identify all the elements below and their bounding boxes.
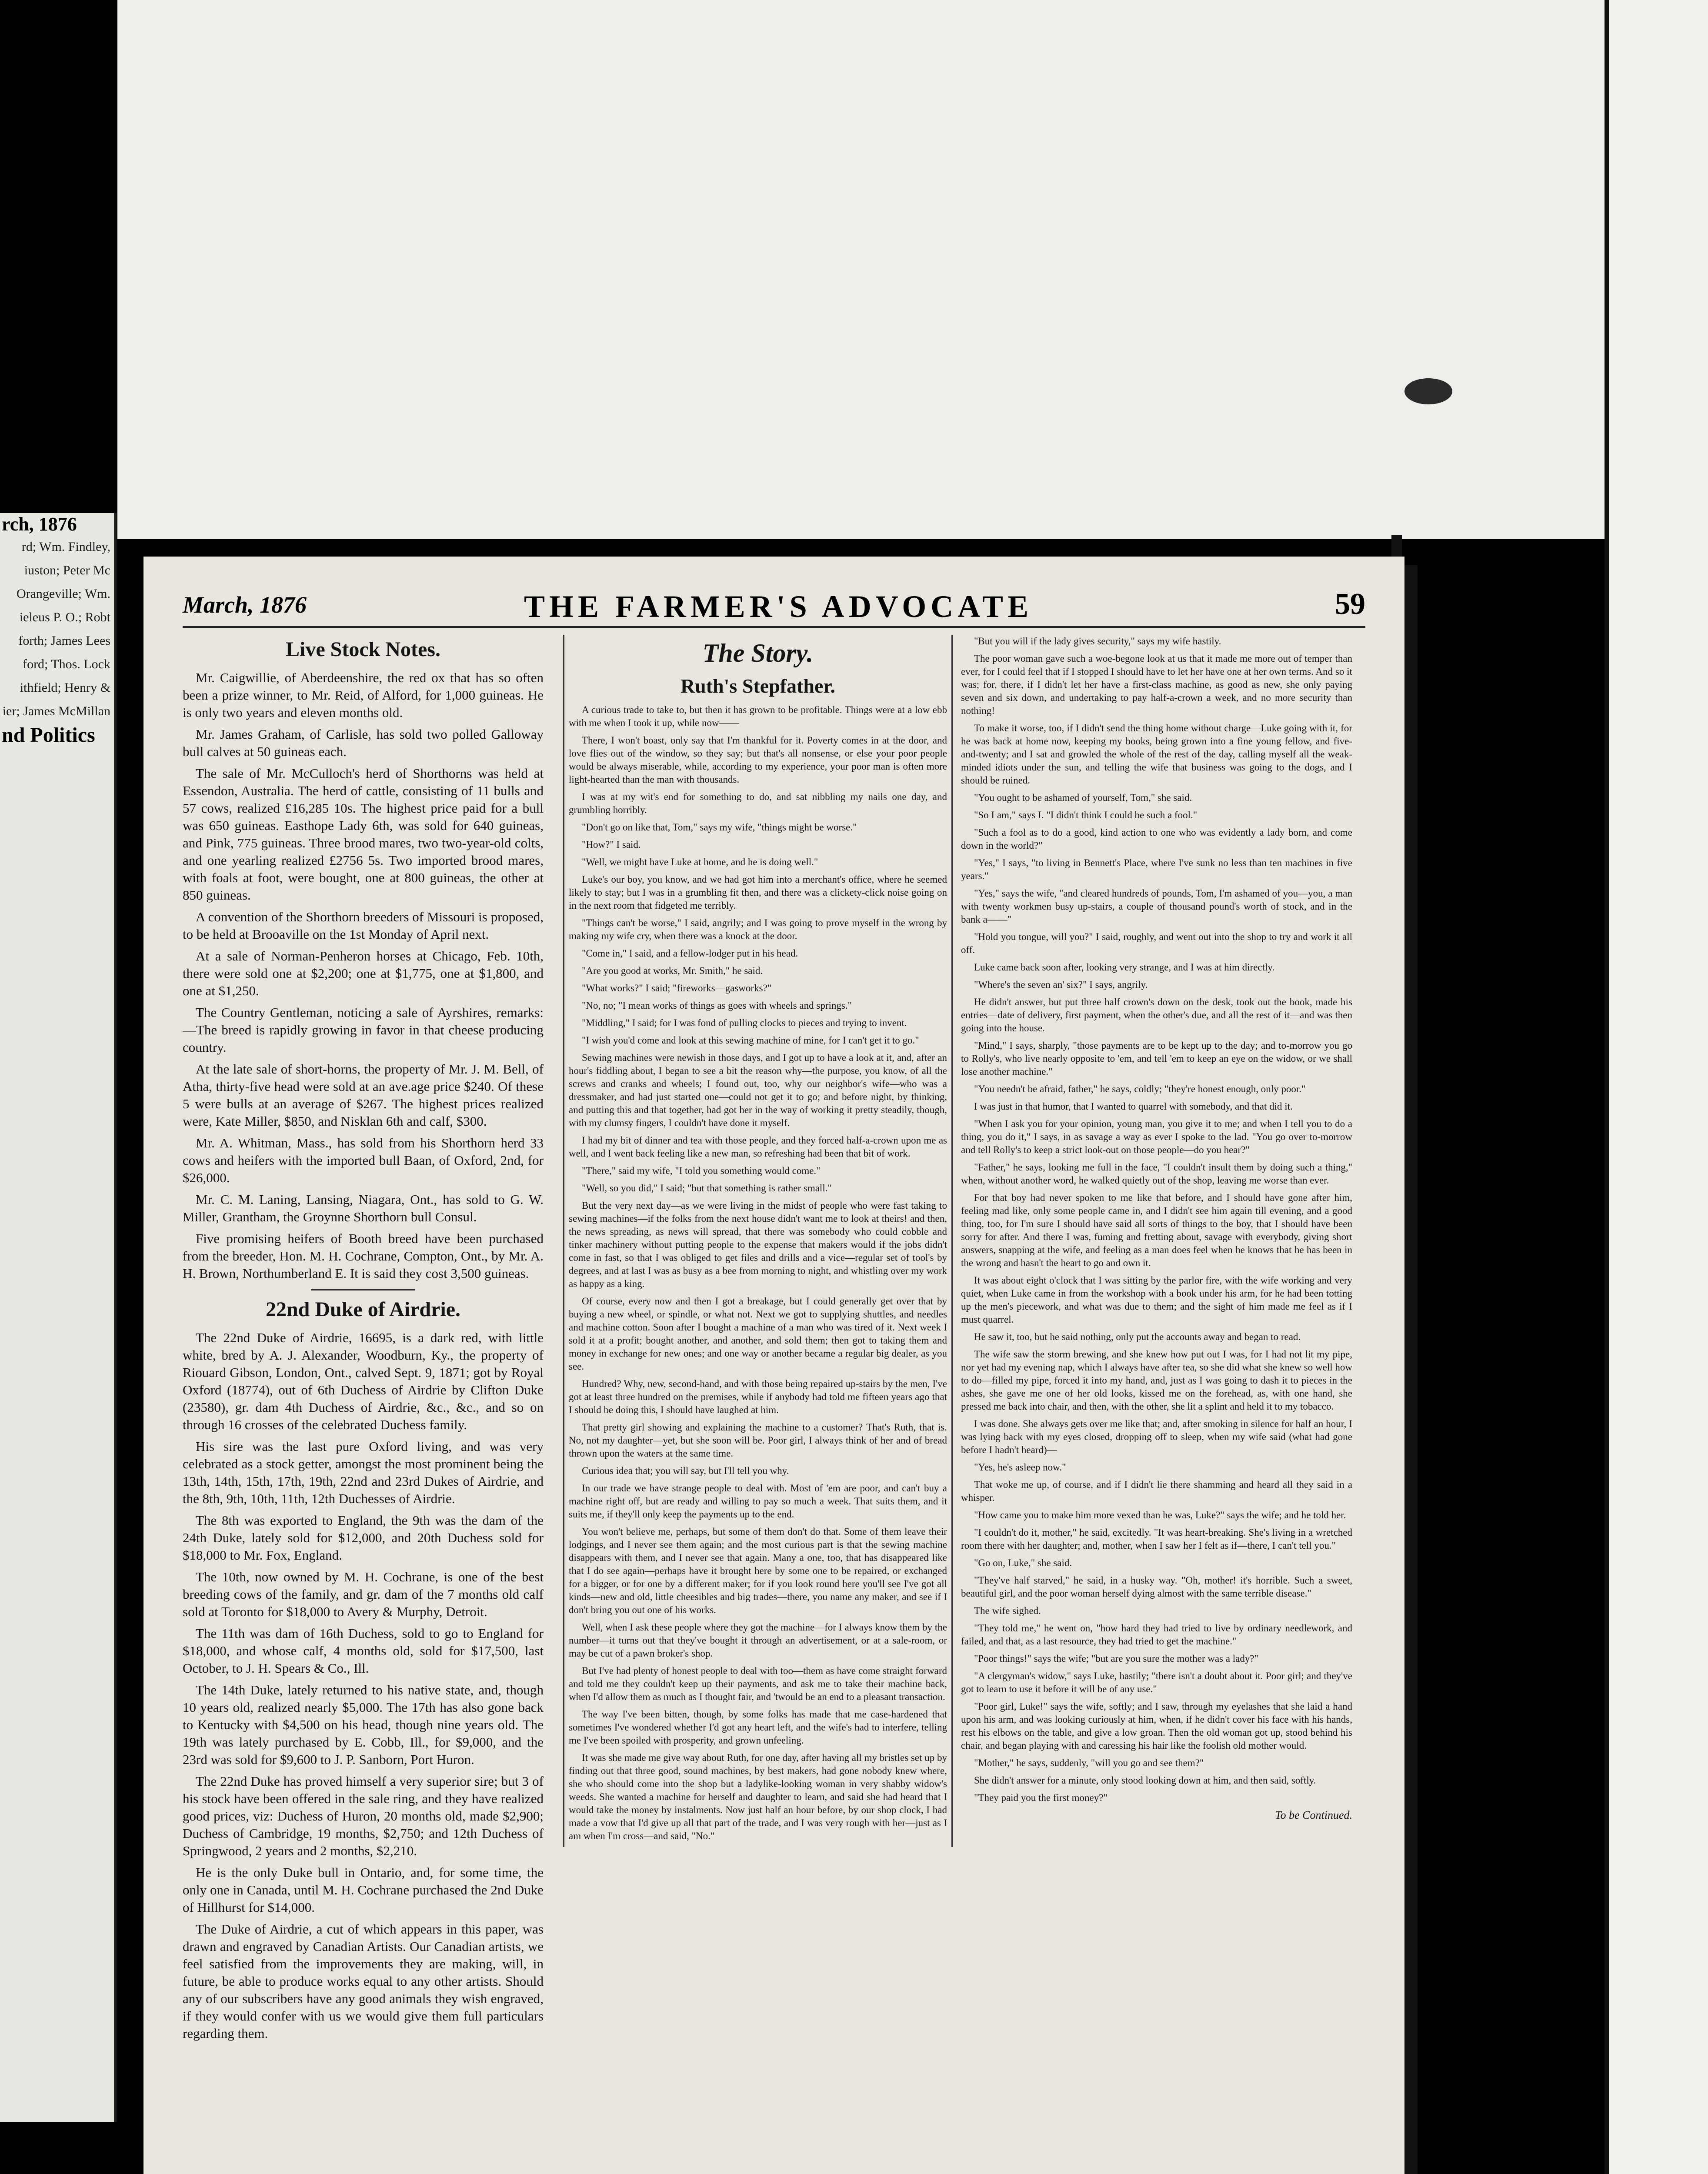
story-paragraph: A curious trade to take to, but then it has grown to be profitable. Things were at a low ebb with me when I took it up, while now—— bbox=[569, 704, 947, 728]
story-paragraph: "Come in," I said, and a fellow-lodger put in his head. bbox=[582, 948, 798, 959]
story-paragraph: But the very next day—as we were living in the midst of people who were fast taking to sewing machines—if the folks from the next house didn't want me to look at theirs! and then, the news spreading, as news will spread, that there was somebody who could cobble and tinker machinery without putting people to the expense that makers would if the jobs didn't come in fast, so that I was obliged to get files and drills and a vice—regular set of tool's by degrees, and at last I was as busy as a bee from morning to night, and whistling over my work as happy as a king. bbox=[569, 1200, 947, 1289]
story-paragraph: That woke me up, of course, and if I didn't lie there shamming and heard all they said in a whisper. bbox=[961, 1479, 1352, 1503]
story-paragraph: In our trade we have strange people to deal with. Most of 'em are poor, and can't buy a machine right off, but are ready and willing to pay so much a week. That suits them, and it suits me, if they'll only keep the payments up to the end. bbox=[569, 1483, 947, 1520]
publication-title: THE FARMER'S ADVOCATE bbox=[524, 589, 1033, 624]
story-title: Ruth's Stepfather. bbox=[680, 675, 836, 697]
story-paragraph: I was done. She always gets over me like that; and, after smoking in silence for half an hour, I was lying back with my eyes closed, dropping off to sleep, when my wife said (what had gone before I hadn't heard)— bbox=[961, 1418, 1352, 1455]
left-page-line: forth; James Lees bbox=[18, 634, 110, 648]
story-paragraph: "Poor girl, Luke!" says the wife, softly; and I saw, through my eyelashes that she laid a hand upon his arm, and was looking curiously at him, when, if he didn't cover his face with his hands, rest his elbows on the table, and give a low groan. Then the old woman got up, stood behind his chair, and began playing with and caressing his hair like the foolish old mother would. bbox=[961, 1701, 1352, 1751]
divider bbox=[311, 1289, 415, 1290]
left-page-line: Orangeville; Wm. bbox=[16, 587, 110, 601]
story-paragraph: "Where's the seven an' six?" I says, angrily. bbox=[974, 979, 1148, 990]
story-paragraph: Of course, every now and then I got a breakage, but I could generally get over that by buying a new wheel, or spindle, or what not. Next we got to supplying shuttles, and needles and machine cotton. Soon after I bought a machine of a man who was tired of it. Next week I sold it at a profit; bought another, and another, and sold them; then got to taking them and money in exchange for new ones; and one way or another became a regular big dealer, as you see. bbox=[569, 1296, 947, 1372]
duke-paragraph: He is the only Duke bull in Ontario, and, for some time, the only one in Canada, until M. H. Cochrane purchased the 2nd Duke of Hillhurst for $14,000. bbox=[183, 1865, 544, 1915]
story-paragraph: Luke's our boy, you know, and we had got him into a merchant's office, where he seemed likely to stay; but I was in a grumbling fit then, and there was a clickety-click noise going on in the next room that fidgeted me terribly. bbox=[569, 874, 947, 911]
blank-sheet-top bbox=[117, 0, 1622, 539]
story-paragraph: Sewing machines were newish in those days, and I got up to have a look at it, and, after an hour's fiddling about, I began to see a bit the reason why—the purpose, you know, of all the screws and cranks and wheels; I found out, too, why our neighbor's wife—who was a dressmaker, and had just started one—could not get it to go; and before night, by thinking, and putting this and that together, had got her in the way of working it pretty steadily, though, with my clumsy fingers, I couldn't have done it myself. bbox=[569, 1052, 947, 1128]
to-be-continued: To be Continued. bbox=[1275, 1809, 1352, 1821]
story-paragraph: Hundred? Why, new, second-hand, and with those being repaired up-stairs by the men, I've got at least three hundred on the premises, while if anybody had told me fifteen years ago that I should be doing this, I should have laughed at him. bbox=[569, 1378, 947, 1415]
duke-paragraph: The 14th Duke, lately returned to his native state, and, though 10 years old, realized nearly $5,000. The 17th has also gone back to Kentucky with $4,500 on his head, though nine years old. The 19th was lately purchased by E. Cobb, Ill., for $9,000, and the 23rd was sold for $9,600 to J. P. Sanborn, Port Huron. bbox=[183, 1682, 544, 1767]
story-paragraph: Luke came back soon after, looking very strange, and I was at him directly. bbox=[974, 962, 1275, 973]
left-page-line: ithfield; Henry & bbox=[20, 680, 110, 695]
story-paragraph: You won't believe me, perhaps, but some of them don't do that. Some of them leave their lodgings, and I never see them again; and the most curious part is that the sewing machine disappears with them, and I never see that again. Many a one, too, that has disappeared like that I do see again—perhaps have it brought here by some one to be repaired, or exchanged for a bigger, or for one by a different maker; for if you look round here you'll see I've got all kinds—new and old, little cheesibles and big trades—there, you name any maker, and see if I don't bring you out one of his works. bbox=[569, 1526, 947, 1615]
story-section-head: The Story. bbox=[702, 639, 814, 667]
duke-paragraphs bbox=[183, 1329, 544, 2042]
column-story bbox=[563, 635, 953, 1847]
story-paragraph: "Yes, he's asleep now." bbox=[974, 1462, 1066, 1473]
story-paragraph: "There," said my wife, "I told you something would come." bbox=[582, 1165, 821, 1176]
story-paragraph: I was at my wit's end for something to do, and sat nibbling my nails one day, and grumbling horribly. bbox=[569, 791, 947, 815]
story-paragraph: "How came you to make him more vexed than he was, Luke?" says the wife; and he told her. bbox=[974, 1510, 1346, 1520]
story-paragraph: "Don't go on like that, Tom," says my wife, "things might be worse." bbox=[582, 822, 857, 833]
story-paragraph: But I've had plenty of honest people to deal with too—them as have come straight forward and told me they couldn't keep up their payments, and ask me to take their machine back, when I'd allow them as much as I thought fair, and 'twould be an end to a pleasant transaction. bbox=[569, 1665, 947, 1702]
live-stock-paragraph: Five promising heifers of Booth breed have been purchased from the breeder, Hon. M. H. Cochrane, Compton, Ont., by Mr. A. H. Brown, Northumberland E. It is said they cost 3,500 guineas. bbox=[183, 1231, 544, 1281]
issue-date: March, 1876 bbox=[183, 592, 307, 618]
story-paragraph: "They paid you the first money?" bbox=[974, 1792, 1108, 1803]
story-paragraph: "Poor things!" says the wife; "but are you sure the mother was a lady?" bbox=[974, 1653, 1258, 1664]
story-paragraph: "Mind," I says, sharply, "those payments are to be kept up to the day; and to-morrow you go to Rolly's, who live nearly opposite to 'em, and tell 'em to keep an eye on the widow, or we shall lose another machine." bbox=[961, 1040, 1352, 1077]
story-paragraph: There, I won't boast, only say that I'm thankful for it. Poverty comes in at the door, and love flies out of the window, so they say; but that's all nonsense, or else your poor people would be always miserable, while, according to my experience, your poor man is often more light-hearted than the man with thousands. bbox=[569, 735, 947, 785]
live-stock-paragraph: A convention of the Shorthorn breeders of Missouri is proposed, to be held at Brooaville on the 1st Monday of April next. bbox=[183, 909, 544, 942]
newspaper-page bbox=[143, 557, 1404, 2174]
story-paragraph: "I wish you'd come and look at this sewing machine of mine, for I can't get it to go." bbox=[582, 1035, 919, 1046]
duke-title: 22nd Duke of Airdrie. bbox=[265, 1298, 461, 1321]
story-paragraph: "I couldn't do it, mother," he said, excitedly. "It was heart-breaking. She's living in a wretched room there with her daughter; and, mother, when I saw her I felt as if—there, I can't tell you." bbox=[961, 1527, 1352, 1551]
story-paragraph: "Such a fool as to do a good, kind action to one who was evidently a lady born, and come down in the world?" bbox=[961, 827, 1352, 851]
story-paragraph: "You ought to be ashamed of yourself, Tom," she said. bbox=[974, 792, 1192, 803]
story-paragraph: The wife sighed. bbox=[974, 1605, 1041, 1616]
story-paragraph: "When I ask you for your opinion, young man, you give it to me; and when I tell you to do a thing, you do it," I says, in as savage a way as ever I spoke to the lad. "You go over to-morrow and tell Rolly's to keep a strict look-out on those people—do you hear?" bbox=[961, 1118, 1352, 1155]
story-paragraph: That pretty girl showing and explaining the machine to a customer? That's Ruth, that is. No, not my daughter—yet, but she soon will be. Poor girl, I always think of her and of bread thrown upon the waters at the same time. bbox=[569, 1422, 947, 1459]
page-number: 59 bbox=[1335, 587, 1365, 621]
story-paragraph: "Things can't be worse," I said, angrily; and I was going to prove myself in the wrong by making my wife cry, when there was a knock at the door. bbox=[569, 917, 947, 941]
story-paragraph: "Mother," he says, suddenly, "will you go and see them?" bbox=[974, 1757, 1204, 1768]
duke-paragraph: The 11th was dam of 16th Duchess, sold to go to England for $18,000, and whose calf, 4 months old, sold for $17,500, last October, to J. H. Spears & Co., Ill. bbox=[183, 1626, 544, 1676]
live-stock-paragraph: Mr. Caigwillie, of Aberdeenshire, the red ox that has so often been a prize winner, to Mr. Reid, of Alford, for 1,000 guineas. He is only two years and eleven months old. bbox=[183, 670, 544, 720]
duke-paragraph: The Duke of Airdrie, a cut of which appears in this paper, was drawn and engraved by Canadian Artists. Our Canadian artists, we feel satisfied from the improvements they are making, will, in future, be able to produce works equal to any other artists. Should any of our subscribers have any good animals they wish engraved, if they would confer with us we would give them full particulars regarding them. bbox=[183, 1921, 544, 2041]
story-paragraph: Well, when I ask these people where they got the machine—for I always know them by the number—it turns out that they've bought it through an advertisement, or at a sale-room, or may be cut of a pawn broker's shop. bbox=[569, 1622, 947, 1659]
story-paragraph: "Yes," I says, "to living in Bennett's Place, where I've sunk no less than ten machines in five years." bbox=[961, 857, 1352, 881]
left-page-line: ier; James McMillan bbox=[2, 704, 110, 718]
story-paragraph: "Well, we might have Luke at home, and he is doing well." bbox=[582, 857, 818, 867]
story-paragraph: The way I've been bitten, though, by some folks has made that me case-hardened that sometimes I've wondered whether I'd got any heart left, and the wife's had to interfere, telling me I've been spoiled with prosperity, and grown unfeeling. bbox=[569, 1709, 947, 1746]
story-paragraph: "Middling," I said; for I was fond of pulling clocks to pieces and trying to invent. bbox=[582, 1017, 907, 1028]
story-paragraph: "They've half starved," he said, in a husky way. "Oh, mother! it's horrible. Such a sweet, beautiful girl, and the poor woman herself dying almost with the same terrible disease." bbox=[961, 1575, 1352, 1599]
duke-paragraph: The 22nd Duke has proved himself a very superior sire; but 3 of his stock have been offered in the sale ring, and they have realized good prices, viz: Duchess of Huron, 20 months old, made $2,900; Duchess of Cambridge, 19 months, $2,750; and 12th Duchess of Springwood, 2 years and 2 months, $2,210. bbox=[183, 1774, 544, 1858]
story-paragraph: "How?" I said. bbox=[582, 839, 641, 850]
live-stock-paragraph: Mr. C. M. Laning, Lansing, Niagara, Ont., has sold to G. W. Miller, Grantham, the Groynne Shorthorn bull Consul. bbox=[183, 1192, 544, 1224]
live-stock-paragraph: The Country Gentleman, noticing a sale of Ayrshires, remarks:—The breed is rapidly growing in favor in that cheese producing country. bbox=[183, 1005, 544, 1055]
left-page-date: rch, 1876 bbox=[2, 513, 77, 535]
left-page-line: ford; Thos. Lock bbox=[23, 657, 110, 671]
story-paragraph: "But you will if the lady gives security," says my wife hastily. bbox=[974, 636, 1221, 647]
duke-paragraph: The 22nd Duke of Airdrie, 16695, is a dark red, with little white, bred by A. J. Alexander, Woodburn, Ky., the property of Riouard Gibson, London, Ont., calved Sept. 9, 1871; got by Royal Oxford (18774), out of 6th Duchess of Airdrie by Clifton Duke (23580), gr. dam 4th Duchess of Airdrie, &c., &c., and so on through 16 crosses of the celebrated Duchess family. bbox=[183, 1330, 544, 1432]
duke-paragraph: The 10th, now owned by M. H. Cochrane, is one of the best breeding cows of the family, and gr. dam of the 7 months old calf sold at Toronto for $18,000 to Avery & Murphy, Detroit. bbox=[183, 1569, 544, 1619]
story-paragraphs bbox=[569, 704, 947, 1843]
left-page-heading: nd Politics bbox=[2, 724, 95, 747]
story-paragraph: "What works?" I said; "fireworks—gasworks?" bbox=[582, 983, 772, 994]
story-paragraph: "Are you good at works, Mr. Smith," he said. bbox=[582, 965, 763, 976]
story-paragraph: "A clergyman's widow," says Luke, hastily; "there isn't a doubt about it. Poor girl; and they've got to learn to use it before it will be of any use." bbox=[961, 1671, 1352, 1694]
duke-paragraph: The 8th was exported to England, the 9th was the dam of the 24th Duke, lately sold for $12,000, and 20th Duchess sold for $18,000 to Mr. Fox, England. bbox=[183, 1513, 544, 1563]
left-page-lines bbox=[0, 535, 114, 723]
story-paragraph: "You needn't be afraid, father," he says, coldly; "they're honest enough, only poor." bbox=[974, 1084, 1306, 1094]
left-page-fragment bbox=[0, 513, 117, 2122]
masthead bbox=[183, 583, 1365, 628]
story-paragraph: "So I am," says I. "I didn't think I could be such a fool." bbox=[974, 810, 1198, 820]
left-page-line: iuston; Peter Mc bbox=[24, 563, 110, 577]
story-paragraph: It was about eight o'clock that I was sitting by the parlor fire, with the wife working and very quiet, when Luke came in from the workshop with a book under his arm, for he had been totting up the men's piecework, and what was due to them; and the sight of him made me feel as if I must quarrel. bbox=[961, 1275, 1352, 1325]
story-continued-paragraphs bbox=[961, 635, 1352, 1804]
story-paragraph: "Go on, Luke," she said. bbox=[974, 1557, 1072, 1568]
story-paragraph: "Well, so you did," I said; "but that something is rather small." bbox=[582, 1183, 832, 1194]
column-story-continued bbox=[961, 635, 1352, 1822]
story-paragraph: "Hold you tongue, will you?" I said, roughly, and went out into the shop to try and work it all off. bbox=[961, 931, 1352, 955]
story-paragraph: Curious idea that; you will say, but I'll tell you why. bbox=[582, 1465, 789, 1476]
story-paragraph: "Father," he says, looking me full in the face, "I couldn't insult them by doing such a thing," when, without another word, he walked quietly out of the shop, leaving me worse than ever. bbox=[961, 1162, 1352, 1186]
adjacent-page-edge bbox=[1605, 0, 1708, 2174]
live-stock-paragraph: Mr. A. Whitman, Mass., has sold from his Shorthorn herd 33 cows and heifers with the imported bull Baan, of Oxford, 2nd, for $26,000. bbox=[183, 1135, 544, 1185]
live-stock-paragraph: The sale of Mr. McCulloch's herd of Shorthorns was held at Essendon, Australia. The herd of cattle, consisting of 11 bulls and 57 cows, realized £16,285 10s. The highest price paid for a bull was 650 guineas. Easthope Lady 6th, was sold for 640 guineas, and Pink, 775 guineas. Three brood mares, two two-year-old colts, and one yearling realized £2756 5s. Two imported brood mares, with foals at foot, were bought, one at 800 guineas, the other at 850 guineas. bbox=[183, 766, 544, 903]
story-paragraph: "They told me," he went on, "how hard they had tried to live by ordinary needlework, and failed, and that, as a last resource, they had tried to get the machine." bbox=[961, 1623, 1352, 1647]
live-stock-title: Live Stock Notes. bbox=[286, 638, 440, 661]
story-paragraph: He saw it, too, but he said nothing, only put the accounts away and began to read. bbox=[974, 1331, 1301, 1342]
story-paragraph: "Yes," says the wife, "and cleared hundreds of pounds, Tom, I'm ashamed of you—you, a man with twenty workmen busy up-stairs, a couple of thousand pound's worth of stock, and in the bank a——" bbox=[961, 888, 1352, 925]
story-paragraph: "No, no; "I mean works of things as goes with wheels and springs." bbox=[582, 1000, 852, 1011]
story-paragraph: I had my bit of dinner and tea with those people, and they forced half-a-crown upon me as well, and I went back feeling like a new man, so refreshing had been that bit of work. bbox=[569, 1135, 947, 1159]
story-paragraph: I was just in that humor, that I wanted to quarrel with somebody, and that did it. bbox=[974, 1101, 1293, 1112]
live-stock-paragraph: At a sale of Norman-Penheron horses at Chicago, Feb. 10th, there were sold one at $2,200; one at $1,775, one at $1,800, and one at $1,250. bbox=[183, 948, 544, 998]
live-stock-paragraph: At the late sale of short-horns, the property of Mr. J. M. Bell, of Atha, thirty-five head were sold at an ave.age price $240. Of these 5 were bulls at an average of $267. The highest prices realized were, Kate Miller, $850, and Nisklan 6th and calf, $300. bbox=[183, 1061, 544, 1129]
live-stock-paragraph: Mr. James Graham, of Carlisle, has sold two polled Galloway bull calves at 50 guineas each. bbox=[183, 727, 544, 759]
story-paragraph: He didn't answer, but put three half crown's down on the desk, took out the book, made his entries—date of delivery, first payment, when the other's due, and all the rest of it—and was then going into the house. bbox=[961, 997, 1352, 1034]
story-paragraph: The poor woman gave such a woe-begone look at us that it made me more out of temper than ever, for I could feel that if I stopped I should have to let her have one at her own terms. And so it was; for, there, if I didn't let her have a first-class machine, as good as new, she only paying seven and six down, and undertaking to pay half-a-crown a week, and no more security than nothing! bbox=[961, 653, 1352, 716]
story-paragraph: She didn't answer for a minute, only stood looking down at him, and then said, softly. bbox=[974, 1775, 1316, 1786]
left-page-line: rd; Wm. Findley, bbox=[21, 540, 110, 554]
column-live-stock bbox=[183, 635, 544, 2047]
story-paragraph: To make it worse, too, if I didn't send the thing home without charge—Luke going with it, for he was back at home now, keeping my books, being grown into a fine young fellow, and five-and-twenty; and I sat and growled the whole of the rest of the day, calling myself all the weak-minded idiots under the sun, and telling the wife that business was going to the dogs, and I should be ruined. bbox=[961, 723, 1352, 786]
duke-paragraph: His sire was the last pure Oxford living, and was very celebrated as a stock getter, amongst the most prominent being the 13th, 14th, 15th, 17th, 19th, 22nd and 23rd Dukes of Airdrie, and the 8th, 9th, 10th, 11th, 12th Duchesses of Airdrie. bbox=[183, 1439, 544, 1506]
live-stock-paragraphs bbox=[183, 669, 544, 1282]
story-paragraph: It was she made me give way about Ruth, for one day, after having all my bristles set up by finding out that three good, sound machines, by best makers, had gone nobody knew where, she who should come into the shop but a ladylike-looking woman in very shabby widow's weeds. She wanted a machine for herself and daughter to learn, and said she had heard that I would take the money by instalments. Now just half an hour before, by our shop clock, I had made a vow that I'd give up all that part of the trade, and I was very rough with her—just as I am when I'm cross—and said, "No." bbox=[569, 1752, 947, 1841]
ink-blot bbox=[1404, 378, 1452, 404]
story-paragraph: For that boy had never spoken to me like that before, and I should have gone after him, feeling mad like, only some people came in, and I didn't see him again till evening, and a good thing, too, for I'm sure I should have said all sorts of things to the boy, that I should have been sorry for after. And there I was, fuming and fretting about, savage with everybody, giving short answers, snapping at the wife, and feeling as a man does feel when he knows that he has been in the wrong and hasn't the heart to go and own it. bbox=[961, 1192, 1352, 1268]
story-paragraph: The wife saw the storm brewing, and she knew how put out I was, for I had not lit my pipe, nor yet had my evening nap, which I always have after tea, so she did what she knew so well how to do—filled my pipe, forced it into my hand, and, just as I was going to dash it to pieces in the ashes, she gave me one of her old looks, kissed me on the forehead, as, with one hand, she pressed me back into chair, and then, with the other, she lit a splint and held it to my tobacco. bbox=[961, 1349, 1352, 1412]
left-page-line: ieleus P. O.; Robt bbox=[19, 610, 110, 624]
